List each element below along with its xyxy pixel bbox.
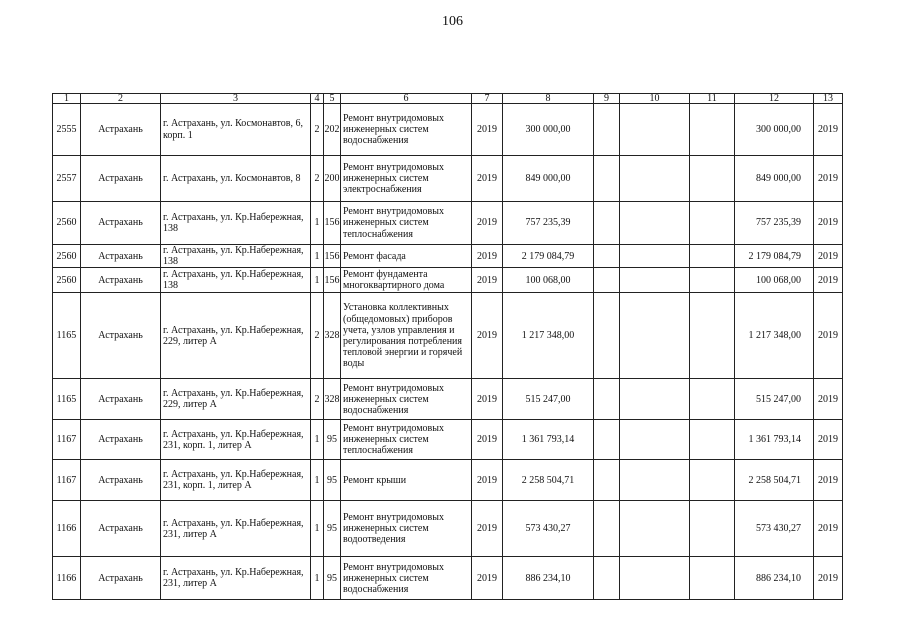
house-id-cell: 2560 [53, 245, 81, 268]
column-4-cell: 1 [311, 202, 324, 245]
column-11-cell [690, 245, 735, 268]
year-cell: 2019 [472, 420, 503, 460]
total-cost-cell: 2 258 504,71 [735, 460, 814, 501]
column-10-cell [620, 156, 690, 202]
column-10-cell [620, 557, 690, 600]
year-cell: 2019 [472, 245, 503, 268]
column-5-cell: 328 [324, 293, 341, 379]
column-4-cell: 1 [311, 501, 324, 557]
column-10-cell [620, 420, 690, 460]
column-number: 2 [81, 94, 161, 104]
column-10-cell [620, 245, 690, 268]
year-cell: 2019 [472, 501, 503, 557]
column-11-cell [690, 293, 735, 379]
address-cell: г. Астрахань, ул. Кр.Набережная, 231, корп. 1, литер А [161, 420, 311, 460]
work-type-cell: Ремонт фасада [341, 245, 472, 268]
column-9-cell [594, 156, 620, 202]
column-11-cell [690, 379, 735, 420]
column-5-cell: 202 [324, 104, 341, 156]
work-type-cell: Ремонт внутридомовых инженерных систем водоотведения [341, 501, 472, 557]
column-10-cell [620, 460, 690, 501]
house-id-cell: 2555 [53, 104, 81, 156]
completion-year-cell: 2019 [814, 293, 843, 379]
column-number: 6 [341, 94, 472, 104]
column-9-cell [594, 202, 620, 245]
table-row [53, 379, 843, 420]
total-cost-cell: 886 234,10 [735, 557, 814, 600]
column-number: 8 [503, 94, 594, 104]
column-4-cell: 2 [311, 293, 324, 379]
address-cell: г. Астрахань, ул. Кр.Набережная, 138 [161, 245, 311, 268]
column-9-cell [594, 104, 620, 156]
column-9-cell [594, 501, 620, 557]
column-9-cell [594, 293, 620, 379]
address-cell: г. Астрахань, ул. Кр.Набережная, 138 [161, 268, 311, 293]
completion-year-cell: 2019 [814, 557, 843, 600]
house-id-cell: 1167 [53, 460, 81, 501]
column-9-cell [594, 379, 620, 420]
table-row [53, 268, 843, 293]
cost-cell: 849 000,00 [503, 156, 594, 202]
total-cost-cell: 1 361 793,14 [735, 420, 814, 460]
column-5-cell: 156 [324, 268, 341, 293]
column-number: 10 [620, 94, 690, 104]
cost-cell: 515 247,00 [503, 379, 594, 420]
house-id-cell: 2560 [53, 268, 81, 293]
table-row [53, 501, 843, 557]
municipality-cell: Астрахань [81, 245, 161, 268]
work-type-cell: Установка коллективных (общедомовых) приборов учета, узлов управления и регулирования потребления тепловой энергии и горячей воды [341, 293, 472, 379]
column-10-cell [620, 202, 690, 245]
municipality-cell: Астрахань [81, 293, 161, 379]
column-4-cell: 1 [311, 245, 324, 268]
column-number: 13 [814, 94, 843, 104]
column-4-cell: 2 [311, 156, 324, 202]
house-id-cell: 1166 [53, 501, 81, 557]
column-9-cell [594, 245, 620, 268]
work-type-cell: Ремонт крыши [341, 460, 472, 501]
column-11-cell [690, 268, 735, 293]
total-cost-cell: 1 217 348,00 [735, 293, 814, 379]
column-11-cell [690, 557, 735, 600]
address-cell: г. Астрахань, ул. Кр.Набережная, 231, литер А [161, 557, 311, 600]
work-type-cell: Ремонт внутридомовых инженерных систем теплоснабжения [341, 202, 472, 245]
table-row [53, 420, 843, 460]
completion-year-cell: 2019 [814, 245, 843, 268]
address-cell: г. Астрахань, ул. Кр.Набережная, 231, литер А [161, 501, 311, 557]
column-number: 4 [311, 94, 324, 104]
address-cell: г. Астрахань, ул. Кр.Набережная, 231, корп. 1, литер А [161, 460, 311, 501]
column-5-cell: 95 [324, 460, 341, 501]
total-cost-cell: 573 430,27 [735, 501, 814, 557]
work-type-cell: Ремонт внутридомовых инженерных систем водоснабжения [341, 104, 472, 156]
municipality-cell: Астрахань [81, 460, 161, 501]
municipality-cell: Астрахань [81, 557, 161, 600]
column-11-cell [690, 202, 735, 245]
year-cell: 2019 [472, 104, 503, 156]
column-10-cell [620, 501, 690, 557]
cost-cell: 757 235,39 [503, 202, 594, 245]
house-id-cell: 1165 [53, 379, 81, 420]
year-cell: 2019 [472, 460, 503, 501]
column-10-cell [620, 293, 690, 379]
table-row [53, 156, 843, 202]
house-id-cell: 1165 [53, 293, 81, 379]
year-cell: 2019 [472, 379, 503, 420]
house-id-cell: 2557 [53, 156, 81, 202]
total-cost-cell: 100 068,00 [735, 268, 814, 293]
column-11-cell [690, 501, 735, 557]
house-id-cell: 1166 [53, 557, 81, 600]
municipality-cell: Астрахань [81, 420, 161, 460]
column-9-cell [594, 420, 620, 460]
column-5-cell: 95 [324, 420, 341, 460]
municipality-cell: Астрахань [81, 156, 161, 202]
cost-cell: 2 179 084,79 [503, 245, 594, 268]
completion-year-cell: 2019 [814, 460, 843, 501]
total-cost-cell: 2 179 084,79 [735, 245, 814, 268]
table-row [53, 104, 843, 156]
work-type-cell: Ремонт внутридомовых инженерных систем теплоснабжения [341, 420, 472, 460]
table-row [53, 293, 843, 379]
column-5-cell: 95 [324, 501, 341, 557]
column-11-cell [690, 156, 735, 202]
year-cell: 2019 [472, 202, 503, 245]
column-10-cell [620, 104, 690, 156]
column-10-cell [620, 379, 690, 420]
completion-year-cell: 2019 [814, 268, 843, 293]
municipality-cell: Астрахань [81, 104, 161, 156]
cost-cell: 1 361 793,14 [503, 420, 594, 460]
address-cell: г. Астрахань, ул. Кр.Набережная, 229, литер А [161, 379, 311, 420]
house-id-cell: 1167 [53, 420, 81, 460]
page-number: 106 [442, 14, 463, 29]
column-5-cell: 95 [324, 557, 341, 600]
table-row [53, 460, 843, 501]
total-cost-cell: 849 000,00 [735, 156, 814, 202]
column-4-cell: 2 [311, 104, 324, 156]
work-type-cell: Ремонт внутридомовых инженерных систем электроснабжения [341, 156, 472, 202]
total-cost-cell: 515 247,00 [735, 379, 814, 420]
cost-cell: 300 000,00 [503, 104, 594, 156]
completion-year-cell: 2019 [814, 420, 843, 460]
column-number: 1 [53, 94, 81, 104]
table-row [53, 245, 843, 268]
municipality-cell: Астрахань [81, 268, 161, 293]
column-number: 9 [594, 94, 620, 104]
column-11-cell [690, 420, 735, 460]
header-row [53, 94, 843, 104]
address-cell: г. Астрахань, ул. Космонавтов, 8 [161, 156, 311, 202]
completion-year-cell: 2019 [814, 156, 843, 202]
column-5-cell: 156 [324, 245, 341, 268]
cost-cell: 573 430,27 [503, 501, 594, 557]
column-5-cell: 156 [324, 202, 341, 245]
column-11-cell [690, 460, 735, 501]
column-number: 7 [472, 94, 503, 104]
cost-cell: 886 234,10 [503, 557, 594, 600]
cost-cell: 2 258 504,71 [503, 460, 594, 501]
column-9-cell [594, 460, 620, 501]
address-cell: г. Астрахань, ул. Кр.Набережная, 229, литер А [161, 293, 311, 379]
table-row [53, 202, 843, 245]
year-cell: 2019 [472, 268, 503, 293]
column-9-cell [594, 557, 620, 600]
column-number: 5 [324, 94, 341, 104]
completion-year-cell: 2019 [814, 501, 843, 557]
column-5-cell: 200 [324, 156, 341, 202]
total-cost-cell: 300 000,00 [735, 104, 814, 156]
municipality-cell: Астрахань [81, 501, 161, 557]
column-11-cell [690, 104, 735, 156]
municipality-cell: Астрахань [81, 379, 161, 420]
address-cell: г. Астрахань, ул. Кр.Набережная, 138 [161, 202, 311, 245]
column-number: 11 [690, 94, 735, 104]
cost-cell: 100 068,00 [503, 268, 594, 293]
column-9-cell [594, 268, 620, 293]
completion-year-cell: 2019 [814, 104, 843, 156]
column-number: 3 [161, 94, 311, 104]
municipality-cell: Астрахань [81, 202, 161, 245]
repair-program-table [52, 93, 843, 600]
column-4-cell: 1 [311, 268, 324, 293]
column-5-cell: 328 [324, 379, 341, 420]
year-cell: 2019 [472, 557, 503, 600]
column-4-cell: 2 [311, 379, 324, 420]
house-id-cell: 2560 [53, 202, 81, 245]
work-type-cell: Ремонт внутридомовых инженерных систем водоснабжения [341, 379, 472, 420]
year-cell: 2019 [472, 156, 503, 202]
completion-year-cell: 2019 [814, 379, 843, 420]
completion-year-cell: 2019 [814, 202, 843, 245]
column-4-cell: 1 [311, 460, 324, 501]
cost-cell: 1 217 348,00 [503, 293, 594, 379]
table-body [53, 94, 843, 600]
column-10-cell [620, 268, 690, 293]
table-row [53, 557, 843, 600]
work-type-cell: Ремонт фундамента многоквартирного дома [341, 268, 472, 293]
address-cell: г. Астрахань, ул. Космонавтов, 6, корп. 1 [161, 104, 311, 156]
column-4-cell: 1 [311, 557, 324, 600]
column-number: 12 [735, 94, 814, 104]
total-cost-cell: 757 235,39 [735, 202, 814, 245]
work-type-cell: Ремонт внутридомовых инженерных систем водоснабжения [341, 557, 472, 600]
year-cell: 2019 [472, 293, 503, 379]
column-4-cell: 1 [311, 420, 324, 460]
